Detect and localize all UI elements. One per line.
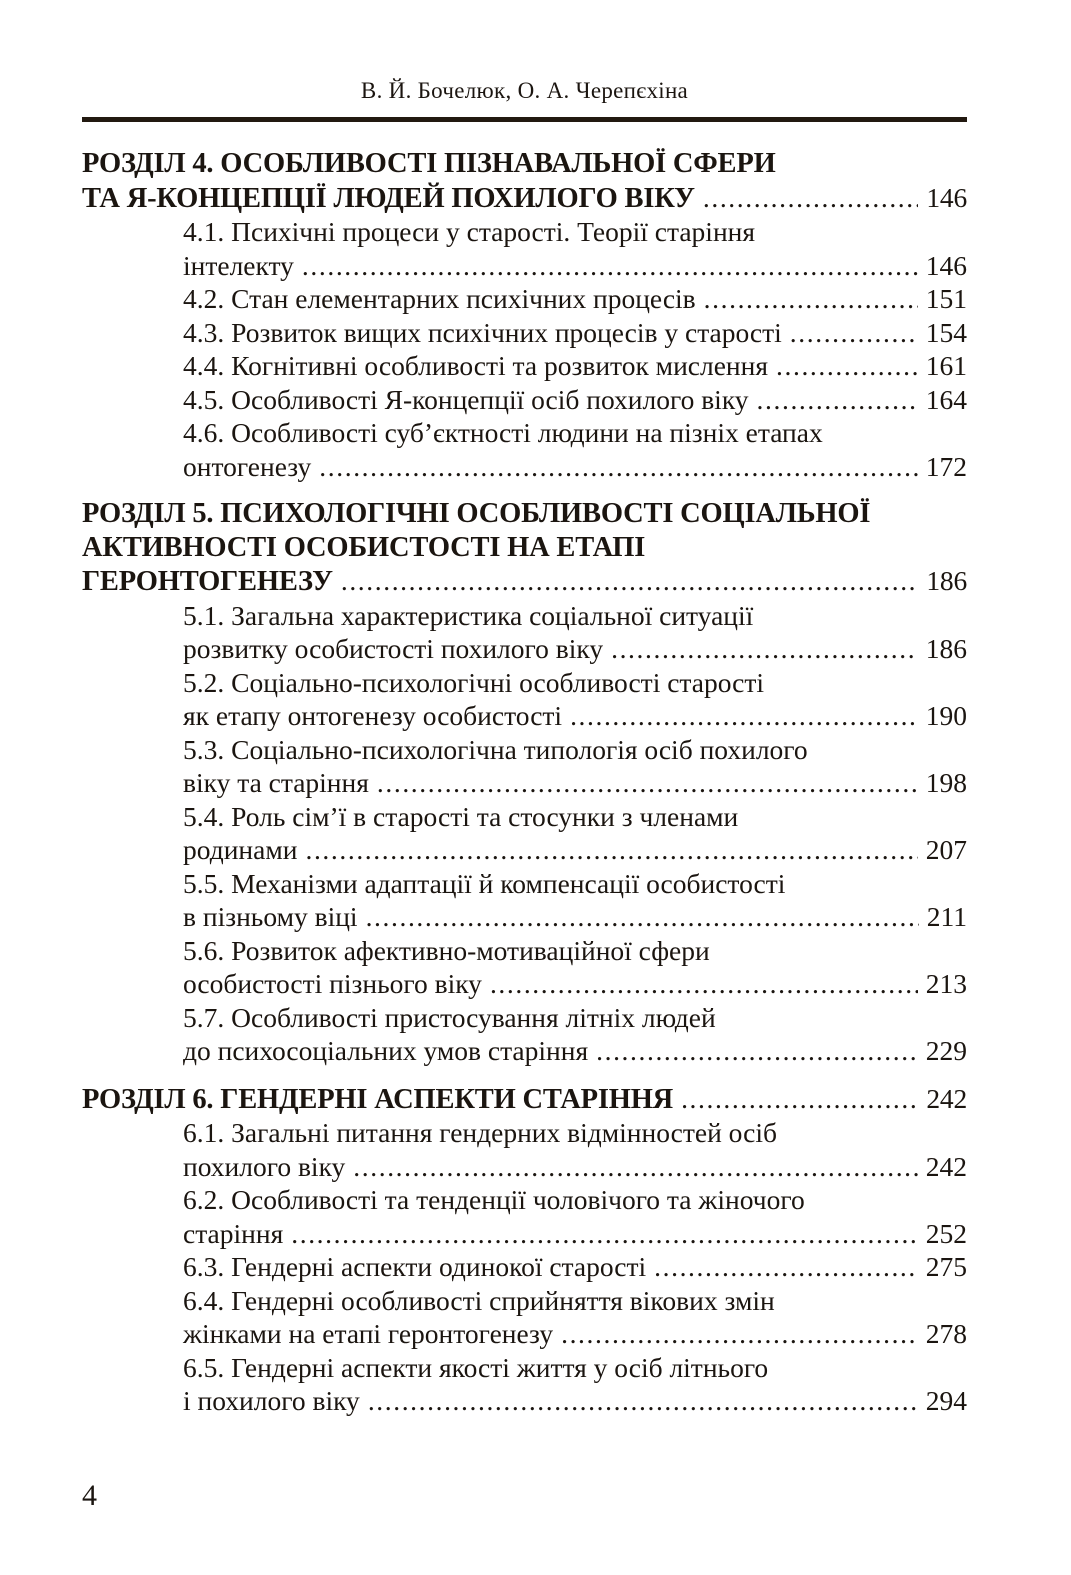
toc-entry-line bbox=[82, 249, 967, 283]
toc-text: як етапу онтогенезу особистості bbox=[183, 700, 563, 731]
dot-leader bbox=[704, 282, 918, 316]
toc-text: 5.5. Механізми адаптації й компенсації особистості bbox=[183, 867, 786, 899]
toc-text: похилого віку bbox=[183, 1150, 346, 1182]
toc-text: розвитку особистості похилого віку bbox=[183, 633, 604, 664]
toc-text: особистості пізнього віку bbox=[183, 968, 482, 999]
toc-text: АКТИВНОСТІ ОСОБИСТОСТІ НА ЕТАПІ bbox=[82, 531, 646, 563]
toc-text: 4.2. Стан елементарних психічних процесів bbox=[183, 283, 696, 314]
toc-page-number: 172 bbox=[925, 450, 967, 482]
toc-text: 6.5. Гендерні аспекти якості життя у осіб літнього bbox=[183, 1351, 769, 1383]
toc-text: 4.5. Особливості Я-концепції осіб похилого віку bbox=[183, 383, 749, 415]
toc-text: 6.3. Гендерні аспекти одинокої старості bbox=[183, 1251, 647, 1282]
toc-text: жінками на етапі геронтогенезу bbox=[183, 1318, 554, 1349]
toc-entry-line bbox=[82, 1183, 967, 1217]
toc-text: інтелекту bbox=[183, 249, 294, 281]
toc-page-number: 275 bbox=[925, 1251, 967, 1282]
toc-entry-line bbox=[82, 766, 967, 800]
toc-entry-line bbox=[82, 1351, 967, 1385]
toc-entry-line bbox=[82, 833, 967, 867]
toc-entry-line bbox=[82, 1284, 967, 1318]
running-head-authors: В. Й. Бочелюк, О. А. Черепєхіна bbox=[360, 78, 689, 103]
toc-entry-line bbox=[82, 1384, 967, 1418]
toc-entry-line bbox=[82, 383, 967, 417]
toc-page-number: 242 bbox=[926, 1082, 967, 1114]
toc-page-number: 213 bbox=[925, 968, 967, 999]
toc-entry-line bbox=[82, 867, 967, 901]
toc-page-number: 242 bbox=[925, 1150, 967, 1182]
dot-leader bbox=[377, 766, 918, 800]
toc-text: 4.4. Когнітивні особливості та розвиток мислення bbox=[183, 350, 769, 381]
toc-entry-line bbox=[82, 666, 967, 700]
toc-page-number: 294 bbox=[925, 1385, 967, 1416]
toc-entry-line bbox=[82, 934, 967, 968]
toc-text: старіння bbox=[183, 1217, 284, 1249]
toc-text: 4.1. Психічні процеси у старості. Теорії старіння bbox=[183, 216, 756, 247]
dot-leader bbox=[366, 900, 919, 934]
toc-page-number: 146 bbox=[925, 249, 967, 281]
toc-text: РОЗДІЛ 5. ПСИХОЛОГІЧНІ ОСОБЛИВОСТІ СОЦІАЛЬНОЇ bbox=[82, 498, 871, 529]
dot-leader bbox=[776, 349, 918, 383]
toc-entry-line bbox=[82, 1116, 967, 1150]
toc-entry-line bbox=[82, 599, 967, 633]
toc-page-number: 154 bbox=[925, 316, 967, 348]
toc-text: в пізньому віці bbox=[183, 901, 358, 932]
toc-page-number: 278 bbox=[925, 1318, 967, 1349]
toc-page-number: 164 bbox=[925, 383, 967, 415]
toc-text: ТА Я-КОНЦЕПЦІЇ ЛЮДЕЙ ПОХИЛОГО ВІКУ bbox=[82, 182, 695, 214]
toc-entry-line bbox=[82, 450, 967, 484]
toc-text: родинами bbox=[183, 834, 298, 865]
toc-text: РОЗДІЛ 6. ГЕНДЕРНІ АСПЕКТИ СТАРІННЯ bbox=[82, 1083, 674, 1115]
dot-leader bbox=[368, 1384, 918, 1418]
toc-page-number: 190 bbox=[925, 700, 967, 731]
page-number: 4 bbox=[82, 1479, 97, 1512]
toc-text: 6.1. Загальні питання гендерних відмінностей осіб bbox=[183, 1117, 777, 1148]
toc-text: 5.3. Соціально-психологічна типологія осіб похилого bbox=[183, 733, 808, 765]
toc-text: 5.4. Роль сім’ї в старості та стосунки з членами bbox=[183, 800, 739, 832]
toc-text: 5.1. Загальна характеристика соціальної ситуації bbox=[183, 599, 754, 631]
toc-text: 5.7. Особливості пристосування літніх людей bbox=[183, 1001, 716, 1033]
toc-entry-line bbox=[82, 316, 967, 350]
toc-entry-line bbox=[82, 282, 967, 316]
toc-entry-line bbox=[82, 1217, 967, 1251]
toc-entry-line bbox=[82, 215, 967, 249]
toc-page-number: 252 bbox=[925, 1217, 967, 1249]
toc-entry-line bbox=[82, 1034, 967, 1068]
toc-page-number: 229 bbox=[925, 1035, 967, 1066]
toc-text: ГЕРОНТОГЕНЕЗУ bbox=[82, 566, 333, 597]
toc-chapter-line bbox=[82, 531, 967, 565]
toc-text: 4.6. Особливості суб’єктності людини на пізніх етапах bbox=[183, 417, 823, 448]
toc-text: 5.6. Розвиток афективно-мотиваційної сфери bbox=[183, 934, 710, 966]
toc-text: 6.4. Гендерні особливості сприйняття вікових змін bbox=[183, 1284, 775, 1316]
dot-leader bbox=[654, 1250, 918, 1284]
table-of-contents bbox=[82, 147, 967, 1418]
toc-entry-line bbox=[82, 900, 967, 934]
dot-leader bbox=[561, 1317, 918, 1351]
dot-leader bbox=[757, 383, 918, 417]
dot-leader bbox=[341, 564, 919, 598]
toc-entry-line bbox=[82, 967, 967, 1001]
toc-text: віку та старіння bbox=[183, 767, 369, 798]
toc-entry-line bbox=[82, 349, 967, 383]
toc-page-number: 186 bbox=[925, 633, 967, 664]
toc-page-number: 186 bbox=[926, 565, 967, 596]
dot-leader bbox=[681, 1082, 918, 1116]
toc-chapter-line bbox=[82, 497, 967, 531]
dot-leader bbox=[596, 1034, 918, 1068]
dot-leader bbox=[319, 450, 917, 484]
toc-text: 5.2. Соціально-психологічні особливості старості bbox=[183, 666, 765, 698]
dot-leader bbox=[570, 699, 918, 733]
toc-entry-line bbox=[82, 1001, 967, 1035]
toc-entry-line bbox=[82, 416, 967, 450]
toc-page-number: 198 bbox=[925, 767, 967, 798]
dot-leader bbox=[490, 967, 918, 1001]
toc-page-number: 146 bbox=[926, 181, 967, 213]
toc-entry-line bbox=[82, 1150, 967, 1184]
toc-text: онтогенезу bbox=[183, 450, 312, 482]
toc-chapter-line bbox=[82, 147, 967, 181]
toc-entry-line bbox=[82, 699, 967, 733]
dot-leader bbox=[790, 316, 918, 350]
toc-entry-line bbox=[82, 800, 967, 834]
toc-entry-line bbox=[82, 1250, 967, 1284]
dot-leader bbox=[302, 249, 918, 283]
dot-leader bbox=[305, 833, 917, 867]
toc-text: РОЗДІЛ 4. ОСОБЛИВОСТІ ПІЗНАВАЛЬНОЇ СФЕРИ bbox=[82, 148, 776, 179]
toc-page-number: 211 bbox=[926, 901, 967, 932]
toc-text: до психосоціальних умов старіння bbox=[183, 1035, 589, 1066]
dot-leader bbox=[291, 1217, 918, 1251]
toc-entry-line bbox=[82, 1317, 967, 1351]
header-rule bbox=[82, 117, 967, 122]
toc-page-number: 151 bbox=[925, 283, 967, 314]
toc-entry-line bbox=[82, 632, 967, 666]
toc-chapter-line bbox=[82, 564, 967, 599]
toc-chapter-line bbox=[82, 181, 967, 216]
toc-text: 6.2. Особливості та тенденції чоловічого та жіночого bbox=[183, 1184, 805, 1215]
toc-page-number: 161 bbox=[925, 350, 967, 381]
toc-chapter-line bbox=[82, 1082, 967, 1117]
dot-leader bbox=[353, 1150, 917, 1184]
toc-text: 4.3. Розвиток вищих психічних процесів у старості bbox=[183, 316, 782, 348]
dot-leader bbox=[611, 632, 918, 666]
dot-leader bbox=[703, 181, 918, 215]
toc-text: і похилого віку bbox=[183, 1385, 360, 1416]
toc-entry-line bbox=[82, 733, 967, 767]
toc-page-number: 207 bbox=[925, 834, 967, 865]
